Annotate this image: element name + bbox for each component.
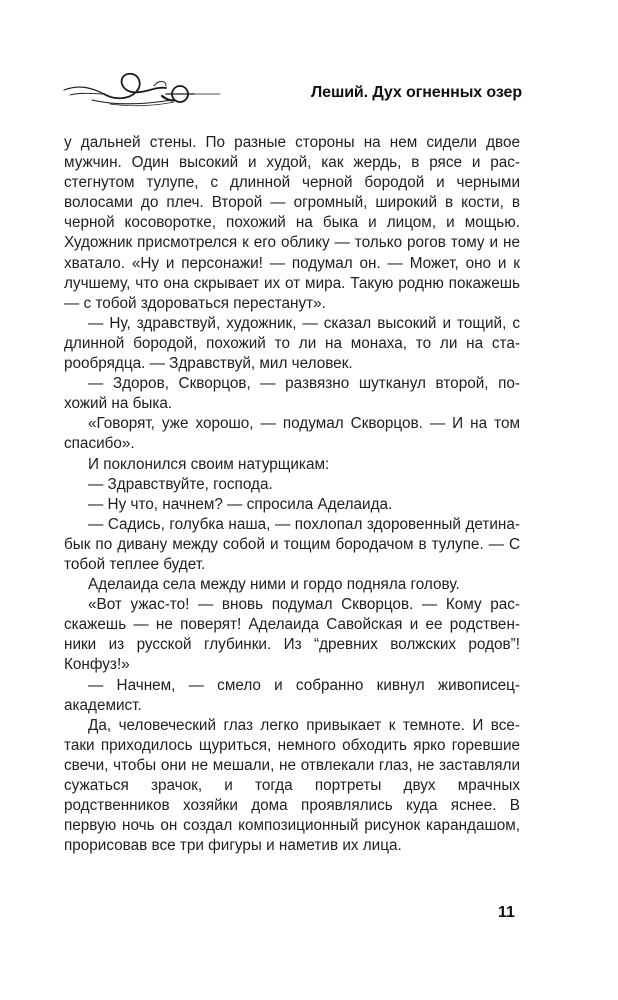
paragraph: у дальней стены. По разные стороны на нем сидели двое мужчин. Один высокий и худой, как жердь, в рясе и расстегнутом тулупе, с длинной черной бородой и черными волосами до плеч. Второй — огромный, широкий в кости, в черной косоворотке, похожий на быка и лицом, и мощью. Художник присмотрелся к его облику — только рогов тому и не хватало. «Ну и персонажи! — подумал он. — Может, оно и к лучшему, что она скрывает их от мира. Такую родню покажешь — с тобой здороваться перестанут». bbox=[64, 134, 520, 312]
flourish-ornament-icon bbox=[62, 64, 222, 108]
running-title: Леший. Дух огненных озер bbox=[311, 84, 522, 101]
paragraph: — Начнем, — смело и собранно кивнул живописец-академист. bbox=[64, 676, 520, 714]
paragraph: — Здоров, Скворцов, — развязно шутканул второй, похожий на быка. bbox=[64, 375, 520, 413]
paragraph: — Ну, здравствуй, художник, — сказал высокий и тощий, с длинной бородой, похожий то ли на монаха, то ли на старообрядца. — Здравствуй, мил человек. bbox=[64, 314, 520, 373]
paragraph: «Говорят, уже хорошо, — подумал Скворцов. — И на том спасибо». bbox=[64, 415, 520, 453]
paragraph: Да, человеческий глаз легко привыкает к темноте. И все-таки приходилось щуриться, немного обходить ярко горевшие свечи, чтобы они не мешали, не отвлекали глаз, не заставляли сужаться зрачок, и тогда портреты двух мрачных родственников хозяйки дома проявлялись куда яснее. В первую ночь он создал композиционный рисунок карандашом, прорисовав все три фигуры и наметив их лица. bbox=[64, 716, 520, 855]
body-text bbox=[64, 133, 520, 856]
paragraph: — Садись, голубка наша, — похлопал здоровенный детина-бык по дивану между собой и тощим бородачом в тулупе. — С тобой теплее будет. bbox=[64, 515, 520, 573]
paragraph: — Ну что, начнем? — спросила Аделаида. bbox=[88, 495, 393, 513]
paragraph: — Здравствуйте, господа. bbox=[88, 475, 273, 493]
paragraph: И поклонился своим натурщикам: bbox=[88, 455, 330, 473]
paragraph: Аделаида села между ними и гордо подняла голову. bbox=[88, 576, 460, 594]
page-header bbox=[62, 62, 522, 112]
paragraph: «Вот ужас-то! — вновь подумал Скворцов. — Кому расскажешь — не поверят! Аделаида Савойская и ее родственники из русской глубинки. Из “древних волжских родов”! Конфуз!» bbox=[64, 596, 520, 674]
page-number: 11 bbox=[498, 904, 515, 921]
